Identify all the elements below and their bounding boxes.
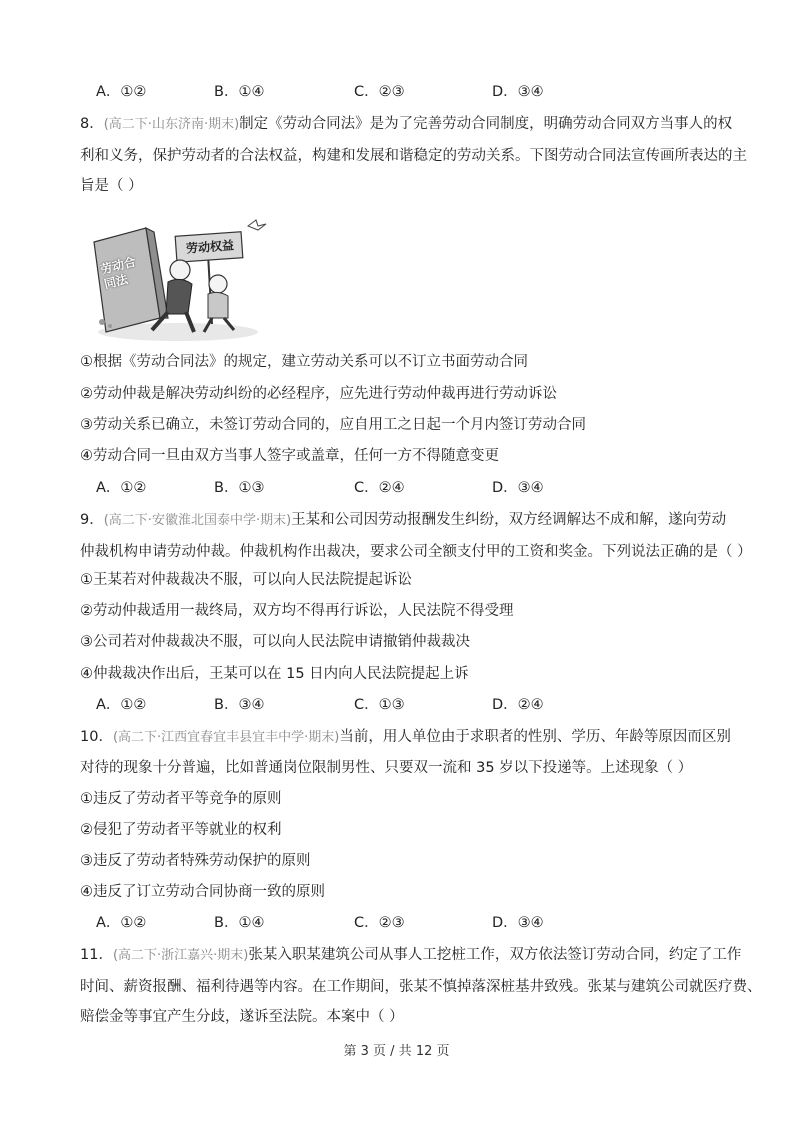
- option-d: D．③④: [492, 84, 544, 100]
- option-a: A．①②: [96, 697, 147, 713]
- question-source: (高二下·山东济南·期末): [103, 117, 240, 132]
- labor-contract-law-cartoon: [88, 214, 272, 342]
- q8-item-3: ③劳动关系已确立，未签订劳动合同的，应自用工之日起一个月内签订劳动合同: [80, 417, 586, 433]
- q8-item-2: ②劳动仲裁是解决劳动纠纷的必经程序，应先进行劳动仲裁再进行劳动诉讼: [80, 386, 557, 402]
- option-c: C．②③: [354, 84, 405, 100]
- question-number: 9．: [80, 512, 104, 528]
- page-footer: 第 3 页 / 共 12 页: [343, 1044, 450, 1059]
- q9-stem-line2: 仲裁机构申请劳动仲裁。仲裁机构作出裁决，要求公司全额支付甲的工资和奖金。下列说法正确的是（ ）: [80, 544, 752, 560]
- q9-item-4: ④仲裁裁决作出后，王某可以在 15 日内向人民法院提起上诉: [80, 666, 469, 682]
- question-stem: 王某和公司因劳动报酬发生纠纷，双方经调解达不成和解，遂向劳动: [291, 512, 727, 528]
- question-number: 8．: [80, 116, 104, 132]
- option-d: D．②④: [492, 697, 544, 713]
- q11-stem-line1: [80, 945, 742, 966]
- option-b: B．③④: [214, 697, 265, 713]
- question-number: 11．: [80, 947, 113, 963]
- option-d: D．③④: [492, 480, 544, 496]
- sign-label: 劳动权益: [185, 238, 235, 256]
- q10-item-4: ④违反了订立劳动合同协商一致的原则: [80, 884, 325, 900]
- option-a: A．①②: [96, 84, 147, 100]
- q8-stem-line3: 旨是（ ）: [80, 178, 143, 194]
- question-number: 10．: [80, 729, 113, 745]
- q8-item-4: ④劳动合同一旦由双方当事人签字或盖章，任何一方不得随意变更: [80, 448, 499, 464]
- q8-stem-line1: [80, 114, 733, 135]
- question-stem: 当前，用人单位由于求职者的性别、学历、年龄等原因而区别: [339, 729, 731, 745]
- q8-stem-line2: 利和义务，保护劳动者的合法权益，构建和发展和谐稳定的劳动关系。下图劳动合同法宣传画所表达的主: [80, 148, 747, 164]
- question-stem: 张某入职某建筑公司从事人工挖桩工作，双方依法签订劳动合同，约定了工作: [248, 947, 742, 963]
- option-c: C．②③: [354, 915, 405, 931]
- q9-item-1: ①王某若对仲裁裁决不服，可以向人民法院提起诉讼: [80, 572, 412, 588]
- option-c: C．②④: [354, 480, 405, 496]
- q10-stem-line1: [80, 727, 733, 748]
- option-c: C．①③: [354, 697, 405, 713]
- q9-stem-line1: [80, 510, 733, 531]
- option-b: B．①③: [214, 480, 265, 496]
- option-d: D．③④: [492, 915, 544, 931]
- q11-stem-line2: 时间、薪资报酬、福利待遇等内容。在工作期间，张某不慎掉落深桩基井致残。张某与建筑公司就医疗费、: [80, 979, 762, 995]
- question-source: (高二下·浙江嘉兴·期末): [112, 948, 249, 963]
- option-b: B．①④: [214, 915, 265, 931]
- q10-item-3: ③违反了劳动者特殊劳动保护的原则: [80, 853, 311, 869]
- option-a: A．①②: [96, 915, 147, 931]
- q10-item-1: ①违反了劳动者平等竞争的原则: [80, 791, 282, 807]
- q10-stem-line2: 对待的现象十分普遍，比如普通岗位限制男性、只要双一流和 35 岁以下投递等。上述现象（ ）: [80, 760, 693, 776]
- q8-item-1: ①根据《劳动合同法》的规定，建立劳动关系可以不订立书面劳动合同: [80, 354, 528, 370]
- q9-item-3: ③公司若对仲裁裁决不服，可以向人民法院申请撤销仲裁裁决: [80, 634, 470, 650]
- book-label: 劳动合同法: [98, 254, 138, 292]
- q10-item-2: ②侵犯了劳动者平等就业的权利: [80, 822, 282, 838]
- q11-stem-line3: 赔偿金等事宜产生分歧，遂诉至法院。本案中（ ）: [80, 1009, 404, 1025]
- option-b: B．①④: [214, 84, 265, 100]
- question-source: (高二下·安徽淮北国泰中学·期末): [103, 513, 292, 528]
- question-stem: 制定《劳动合同法》是为了完善劳动合同制度，明确劳动合同双方当事人的权: [239, 116, 733, 132]
- q9-item-2: ②劳动仲裁适用一裁终局，双方均不得再行诉讼，人民法院不得受理: [80, 603, 514, 619]
- question-source: (高二下·江西宜春宜丰县宜丰中学·期末): [112, 730, 340, 745]
- option-a: A．①②: [96, 480, 147, 496]
